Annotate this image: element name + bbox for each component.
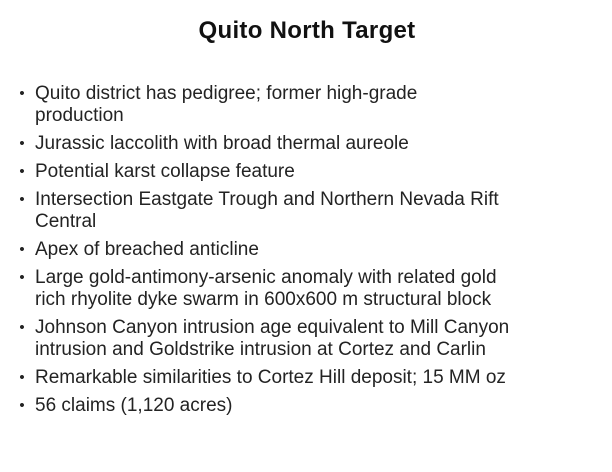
- list-item: [16, 133, 600, 155]
- bullet-text: 56 claims (1,120 acres): [35, 395, 233, 416]
- list-item: [16, 161, 600, 183]
- bullet-marker: •: [19, 191, 25, 208]
- list-item: [16, 395, 600, 417]
- bullet-text: Large gold-antimony-arsenic anomaly with related gold rich rhyolite dyke swarm in 600x600 m structural block: [35, 267, 497, 310]
- bullet-text: Apex of breached anticline: [35, 239, 259, 260]
- bullet-text: Potential karst collapse feature: [35, 161, 295, 182]
- bullet-marker: •: [19, 369, 25, 386]
- list-item: [16, 83, 600, 127]
- bullet-marker: •: [19, 85, 25, 102]
- list-item: [16, 267, 600, 311]
- bullet-marker: •: [19, 163, 25, 180]
- bullet-list: [14, 83, 600, 417]
- bullet-text: Quito district has pedigree; former high-grade production: [35, 83, 418, 126]
- list-item: [16, 239, 600, 261]
- bullet-marker: •: [19, 135, 25, 152]
- list-item: [16, 317, 600, 361]
- bullet-marker: •: [19, 269, 25, 286]
- bullet-text: Remarkable similarities to Cortez Hill deposit; 15 MM oz: [35, 367, 506, 388]
- bullet-text: Jurassic laccolith with broad thermal aureole: [35, 133, 409, 154]
- bullet-text: Intersection Eastgate Trough and Northern Nevada Rift Central: [35, 189, 499, 232]
- slide-title: Quito North Target: [198, 17, 416, 44]
- list-item: [16, 367, 600, 389]
- bullet-marker: •: [19, 319, 25, 336]
- bullet-text: Johnson Canyon intrusion age equivalent to Mill Canyon intrusion and Goldstrike intrusion at Cortez and Carlin: [35, 317, 510, 360]
- list-item: [16, 189, 600, 233]
- bullet-marker: •: [19, 397, 25, 414]
- bullet-marker: •: [19, 241, 25, 258]
